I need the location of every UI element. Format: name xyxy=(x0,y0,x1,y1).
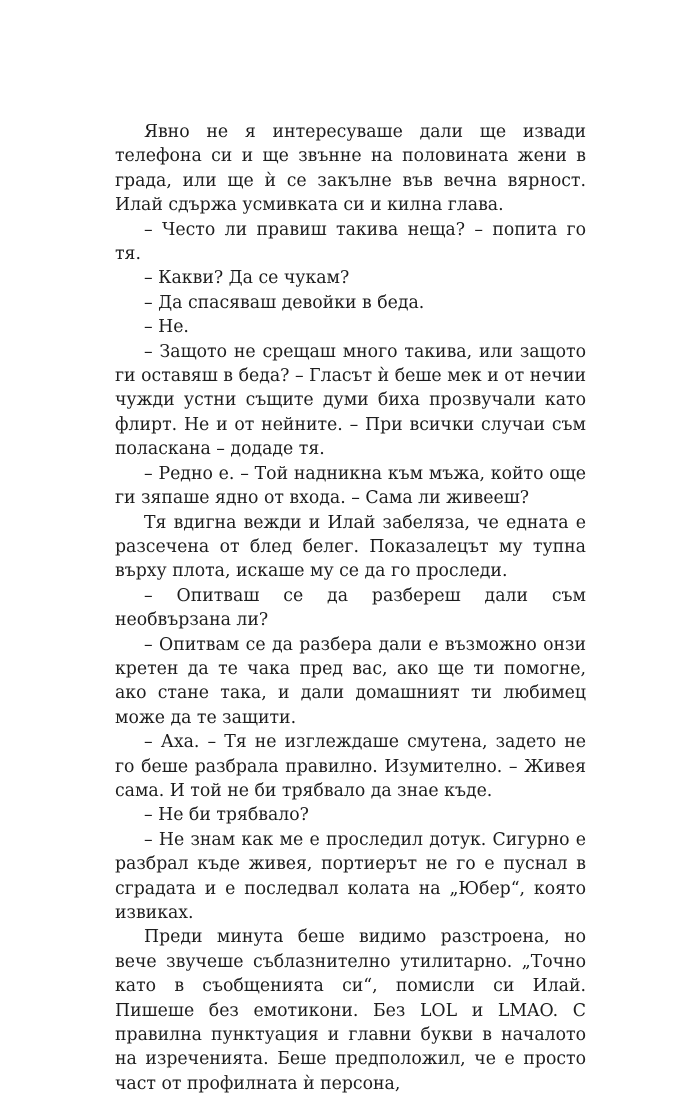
paragraph: – Опитваш се да разбереш дали съм необвързана ли? xyxy=(115,585,586,631)
paragraph: – Какви? Да се чукам? xyxy=(144,268,350,289)
paragraph: – Редно е. – Той надникна към мъжа, който още ги зяпаше ядно от входа. – Сама ли живееш? xyxy=(115,463,586,509)
paragraph: Явно не я интересуваше дали ще извади телефона си и ще звънне на половината жени в града, или ще ѝ се закълне във вечна вярност. Илай сдържа усмивката си и килна глава. xyxy=(115,122,586,216)
paragraph: – Не би трябвало? xyxy=(144,805,309,826)
paragraph: – Аха. – Тя не изглеждаше смутена, задето не го беше разбрала правилно. Изумително. – Живея сама. И той не би трябвало да знае къде. xyxy=(115,732,586,801)
body-text xyxy=(115,120,586,1096)
paragraph: – Да спасяваш девойки в беда. xyxy=(144,292,425,313)
paragraph: – Не знам как ме е проследил дотук. Сигурно е разбрал къде живея, портиерът не го е пуснал в сградата и е последвал колата на „Юбер“, която извиках. xyxy=(115,829,586,923)
paragraph: – Опитвам се да разбера дали е възможно онзи кретен да те чака пред вас, ако ще ти помогне, ако стане така, и дали домашният ти любимец може да те защити. xyxy=(115,634,586,728)
paragraph: – Защото не срещаш много такива, или защото ги оставяш в беда? – Гласът ѝ беше мек и от нечии чужди устни същите думи биха прозвучали като флирт. Не и от нейните. – При всички случаи съм поласкана – додаде тя. xyxy=(115,341,586,460)
paragraph: – Не. xyxy=(144,317,189,338)
paragraph: Тя вдигна вежди и Илай забеляза, че едната е разсечена от блед белег. Показалецът му тупна върху плота, искаше му се да го проследи. xyxy=(115,512,586,582)
paragraph: – Често ли правиш такива неща? – попита го тя. xyxy=(115,219,586,265)
paragraph: Преди минута беше видимо разстроена, но вече звучеше съблазнително утилитарно. „Точно като в съобщенията си“, помисли си Илай. Пишеше без емотикони. Без LOL и LMAO. С правилна пунктуация и главни букви в началото на изреченията. Беше предположил, че е просто част от профилната ѝ персона, xyxy=(115,927,586,1094)
